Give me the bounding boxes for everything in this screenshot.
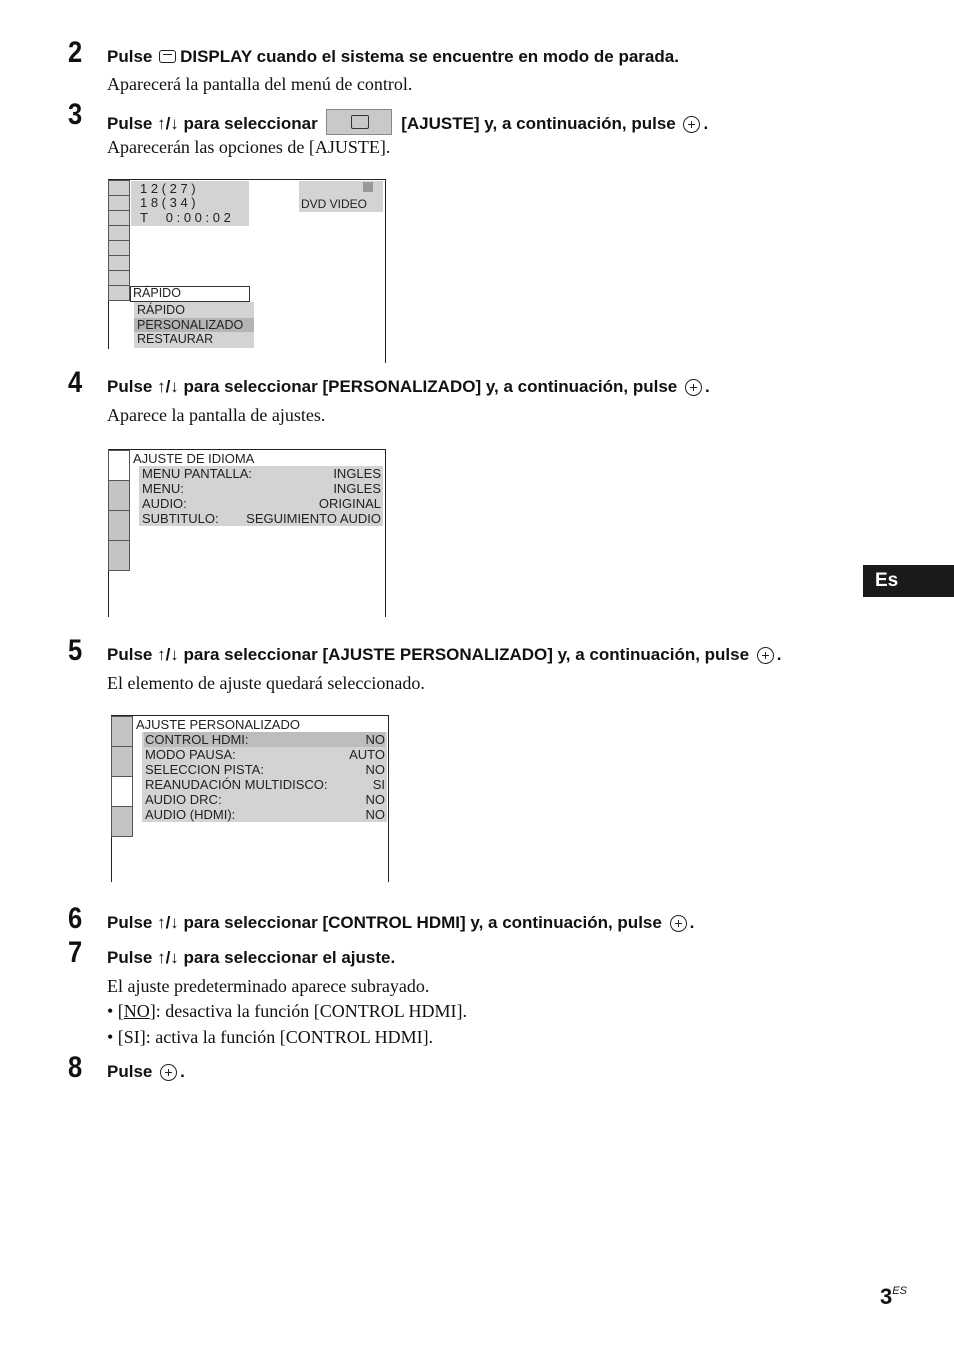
- setup-selected-label: RÁPIDO: [133, 286, 181, 300]
- disc-type-icon: [363, 182, 373, 192]
- step-2-pre: Pulse: [107, 47, 153, 66]
- step-3-post: [AJUSTE] y, a continuación, pulse: [401, 114, 676, 133]
- screen-title: AJUSTE DE IDIOMA: [133, 451, 255, 466]
- list-item[interactable]: MENU: INGLES: [142, 481, 381, 496]
- title-chapter-readout: 1 2 ( 2 7 ): [140, 181, 196, 196]
- time-readout: T 0 : 0 0 : 0 2: [140, 210, 231, 225]
- step-6-heading: Pulse ↑/↓ para seleccionar [CONTROL HDMI] y, a continuación, pulse .: [107, 913, 695, 932]
- step-7-heading: Pulse ↑/↓ para seleccionar el ajuste.: [107, 948, 396, 967]
- step-5-body: El elemento de ajuste quedará seleccionado.: [107, 673, 425, 693]
- enter-button-icon: [685, 379, 702, 396]
- setup-option-rapido[interactable]: RÁPIDO: [137, 303, 185, 317]
- enter-button-icon: [757, 647, 774, 664]
- step-4-pre: Pulse ↑/↓ para seleccionar [PERSONALIZADO] y, a continuación, pulse: [107, 377, 678, 396]
- step-5-pre: Pulse ↑/↓ para seleccionar [AJUSTE PERSONALIZADO] y, a continuación, pulse: [107, 645, 750, 664]
- step-number-6: 6: [68, 902, 83, 935]
- step-3-body: Aparecerán las opciones de [AJUSTE].: [107, 137, 391, 157]
- step-5-heading: Pulse ↑/↓ para seleccionar [AJUSTE PERSONALIZADO] y, a continuación, pulse .: [107, 645, 782, 664]
- list-item[interactable]: MENU PANTALLA: INGLES: [142, 466, 381, 481]
- step-number-8: 8: [68, 1051, 83, 1084]
- custom-settings-list: [142, 732, 387, 822]
- disc-type-label: DVD VIDEO: [301, 197, 368, 211]
- chapter-readout: 1 8 ( 3 4 ): [140, 195, 196, 210]
- list-item[interactable]: AUDIO DRC: NO: [145, 792, 385, 807]
- list-item[interactable]: AUDIO: ORIGINAL: [142, 496, 381, 511]
- step-2-body: Aparecerá la pantalla del menú de control.: [107, 74, 413, 94]
- step-number-3: 3: [68, 98, 83, 131]
- step-number-5: 5: [68, 634, 83, 667]
- setup-option-restaurar[interactable]: RESTAURAR: [137, 332, 214, 346]
- bullet-no: • [NO]: desactiva la función [CONTROL HDMI].: [107, 1001, 468, 1021]
- setup-option-personalizado[interactable]: PERSONALIZADO: [134, 318, 254, 332]
- list-item[interactable]: SELECCION PISTA: NO: [145, 762, 385, 777]
- default-value-underlined: NO: [123, 1001, 150, 1021]
- step-number-4: 4: [68, 366, 83, 399]
- step-3-heading: Pulse ↑/↓ para seleccionar [AJUSTE] y, a continuación, pulse .: [107, 109, 708, 135]
- setup-toolbox-icon: [326, 109, 392, 135]
- step-4-body: Aparece la pantalla de ajustes.: [107, 405, 326, 425]
- enter-button-icon: [160, 1064, 177, 1081]
- display-button-icon: [159, 50, 176, 63]
- setup-options-screen: [108, 179, 386, 363]
- list-item[interactable]: SUBTITULO: SEGUIMIENTO AUDIO: [142, 511, 381, 526]
- step-number-2: 2: [68, 36, 83, 69]
- enter-button-icon: [683, 116, 700, 133]
- step-3-pre: Pulse ↑/↓ para seleccionar: [107, 114, 318, 133]
- enter-button-icon: [670, 915, 687, 932]
- step-2-post: DISPLAY cuando el sistema se encuentre en modo de parada.: [180, 47, 679, 66]
- step-7-body: El ajuste predeterminado aparece subrayado.: [107, 976, 430, 996]
- list-item[interactable]: AUDIO (HDMI): NO: [145, 807, 385, 822]
- list-item[interactable]: REANUDACIÓN MULTIDISCO: SI: [145, 777, 385, 792]
- step-8-heading: Pulse .: [107, 1062, 185, 1081]
- step-number-7: 7: [68, 936, 83, 969]
- setup-selected-box[interactable]: [130, 286, 250, 302]
- bullet-si: • [SI]: activa la función [CONTROL HDMI].: [107, 1027, 434, 1047]
- step-6-pre: Pulse ↑/↓ para seleccionar [CONTROL HDMI] y, a continuación, pulse: [107, 913, 662, 932]
- step-4-heading: Pulse ↑/↓ para seleccionar [PERSONALIZADO] y, a continuación, pulse .: [107, 377, 710, 396]
- custom-setup-screen: [111, 715, 389, 882]
- screen-title: AJUSTE PERSONALIZADO: [136, 717, 300, 732]
- page-number: $3^{ES}$: [880, 1284, 907, 1309]
- step-2-heading: [107, 47, 679, 67]
- language-tab: Es: [863, 565, 954, 597]
- list-item[interactable]: MODO PAUSA: AUTO: [145, 747, 385, 762]
- language-settings-list: [139, 466, 383, 526]
- step-8-pre: Pulse: [107, 1062, 153, 1081]
- language-setup-screen: [108, 449, 386, 617]
- list-item[interactable]: CONTROL HDMI: NO: [145, 732, 385, 747]
